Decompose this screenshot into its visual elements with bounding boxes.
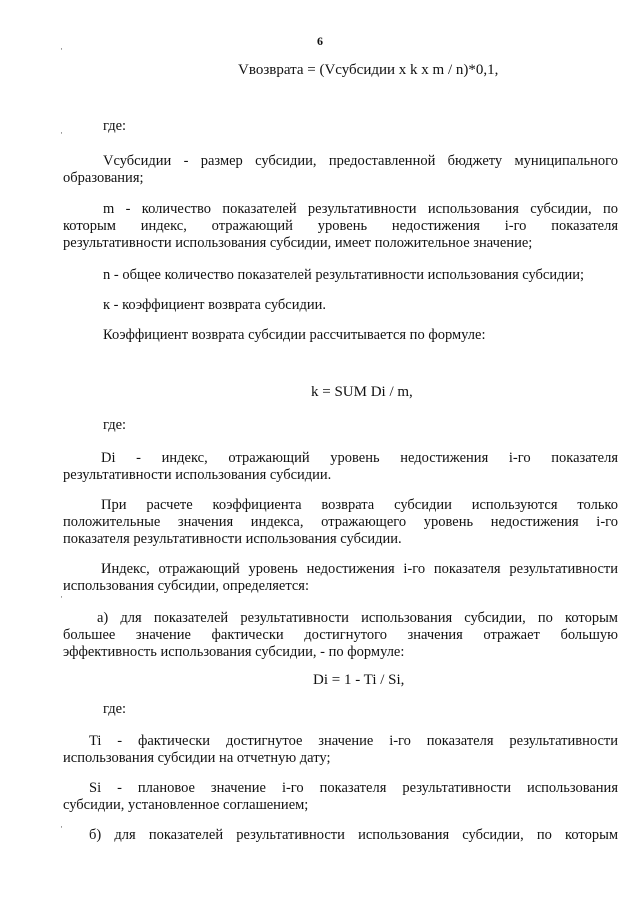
para-ti-line-1: Ti - фактически достигнутое значение i-го показателя результативности — [89, 733, 618, 749]
formula-di: Di = 1 - Ti / Si, — [313, 672, 405, 688]
formula-vvozvrata: Vвозврата = (Vсубсидии x k x m / n)*0,1, — [238, 62, 499, 78]
para-m-line-1: m - количество показателей результативности использования субсидии, по — [103, 201, 618, 217]
para-ti-line-2: использования субсидии на отчетную дату; — [63, 750, 331, 766]
para-vsub-line-2: образования; — [63, 170, 144, 186]
formula-k: k = SUM Di / m, — [311, 384, 413, 400]
para-b-line-1: б) для показателей результативности использования субсидии, по которым — [89, 827, 618, 843]
para-a-line-2: большее значение фактически достигнутого значения отражает большую — [63, 627, 618, 643]
where-label-3: где: — [103, 701, 127, 717]
para-a-line-1: а) для показателей результативности использования субсидии, по которым — [97, 610, 618, 626]
where-label-2: где: — [103, 417, 127, 433]
para-si-line-1: Si - плановое значение i-го показателя результативности использования — [89, 780, 618, 796]
para-a-line-3: эффективность использования субсидии, - по формуле: — [63, 644, 405, 660]
para-positive-line-1: При расчете коэффициента возврата субсидии используются только — [101, 497, 618, 513]
para-positive-line-2: положительные значения индекса, отражающего уровень недостижения i-го — [63, 514, 618, 530]
para-k: к - коэффициент возврата субсидии. — [103, 297, 326, 313]
para-k-formula-intro: Коэффициент возврата субсидии рассчитывается по формуле: — [103, 327, 486, 343]
para-m-line-3: результативности использования субсидии, имеет положительное значение; — [63, 235, 533, 251]
scan-mark: · — [60, 822, 63, 832]
para-n: n - общее количество показателей результативности использования субсидии; — [103, 267, 585, 283]
para-di-line-2: результативности использования субсидии. — [63, 467, 332, 483]
where-label-1: где: — [103, 118, 127, 134]
scan-mark: · — [60, 128, 63, 138]
para-index-def-line-1: Индекс, отражающий уровень недостижения i-го показателя результативности — [101, 561, 618, 577]
para-di-line-1: Di - индекс, отражающий уровень недостижения i-го показателя — [101, 450, 618, 466]
para-index-def-line-2: использования субсидии, определяется: — [63, 578, 309, 594]
para-si-line-2: субсидии, установленное соглашением; — [63, 797, 309, 813]
scan-mark: · — [60, 592, 63, 602]
scan-mark: · — [60, 44, 63, 54]
para-vsub-line-1: Vсубсидии - размер субсидии, предоставленной бюджету муниципального — [103, 153, 618, 169]
page-number: 6 — [317, 34, 323, 48]
para-m-line-2: которым индекс, отражающий уровень недостижения i-го показателя — [63, 218, 618, 234]
para-positive-line-3: показателя результативности использования субсидии. — [63, 531, 402, 547]
